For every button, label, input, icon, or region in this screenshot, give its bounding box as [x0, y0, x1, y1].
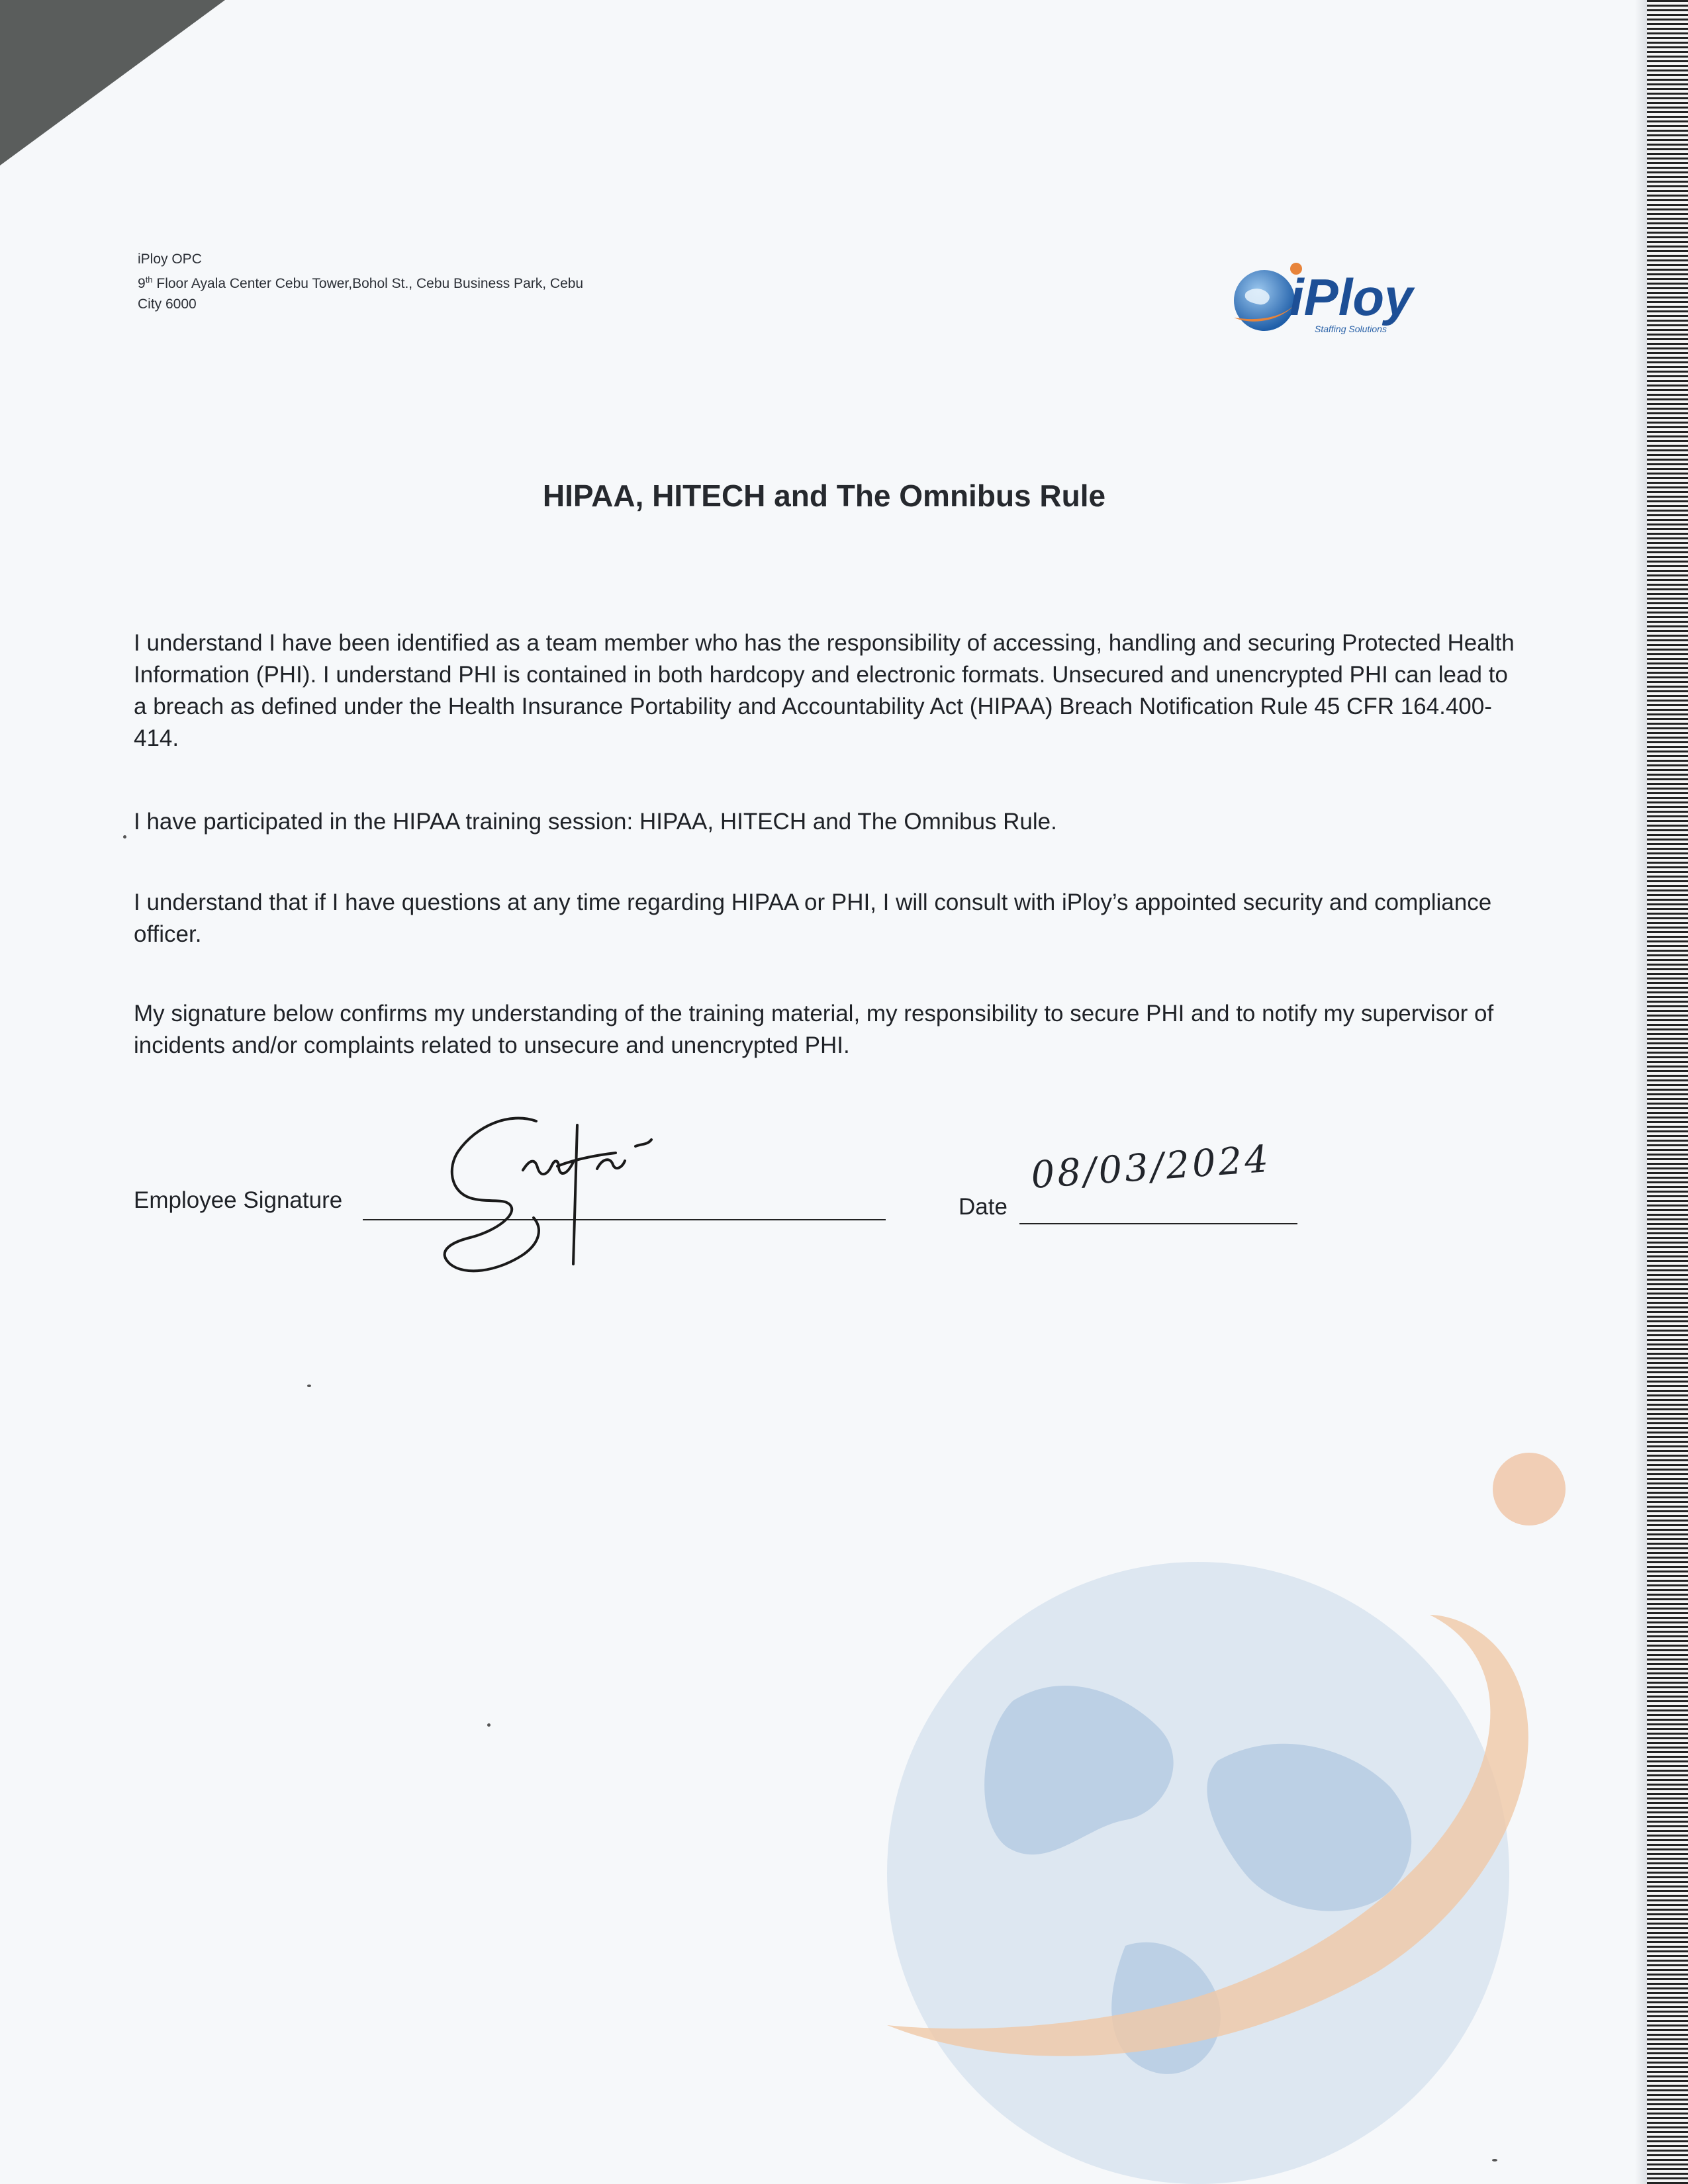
scan-speck — [1492, 2159, 1497, 2161]
scan-speck — [487, 1723, 491, 1727]
paragraph-confirmation: My signature below confirms my understanding of the training material, my responsibility to secure PHI and to notify my supervisor of incidents and/or complaints related to unsecure and unencrypted PHI. — [134, 1001, 1494, 1058]
paragraph-questions: I understand that if I have questions at any time regarding HIPAA or PHI, I will consult with iPloy’s appointed security and compliance officer. — [134, 889, 1492, 947]
logo-tagline: Staffing Solutions — [1315, 324, 1387, 334]
scan-edge-shadow — [1635, 0, 1647, 2184]
handwritten-date: 08/03/2024 — [1029, 1137, 1272, 1197]
scan-speck — [123, 835, 126, 839]
address-line-2: City 6000 — [138, 296, 197, 312]
document-title: HIPAA, HITECH and The Omnibus Rule — [542, 478, 1106, 513]
date-line — [1019, 1223, 1297, 1224]
employee-signature-label: Employee Signature — [134, 1187, 343, 1213]
globe-watermark — [847, 1416, 1622, 2184]
folded-corner — [0, 0, 225, 165]
logo-brand-text: iPloy — [1289, 268, 1413, 326]
scan-edge-strip — [1647, 0, 1688, 2184]
paragraph-responsibility: I understand I have been identified as a team member who has the responsibility of accessing, handling and securing Protected Health Information (PHI). I understand PHI is contained in both hardcopy and electronic formats. Unsecured and unencrypted PHI can lead to a breach as defined under the Health Insurance Portability and Accountability Act (HIPAA) Breach Notification Rule 45 CFR 164.400-414. — [134, 630, 1515, 751]
paragraph-training: I have participated in the HIPAA training session: HIPAA, HITECH and The Omnibus Rule. — [134, 809, 1057, 835]
scan-speck — [307, 1385, 311, 1387]
date-label: Date — [959, 1194, 1008, 1220]
handwritten-signature — [424, 1099, 702, 1277]
sender-address — [138, 249, 583, 314]
company-name: iPloy OPC — [138, 251, 202, 267]
address-line-1: 9th Floor Ayala Center Cebu Tower,Bohol St., Cebu Business Park, Cebu — [138, 275, 584, 291]
iploy-logo — [1223, 254, 1462, 347]
